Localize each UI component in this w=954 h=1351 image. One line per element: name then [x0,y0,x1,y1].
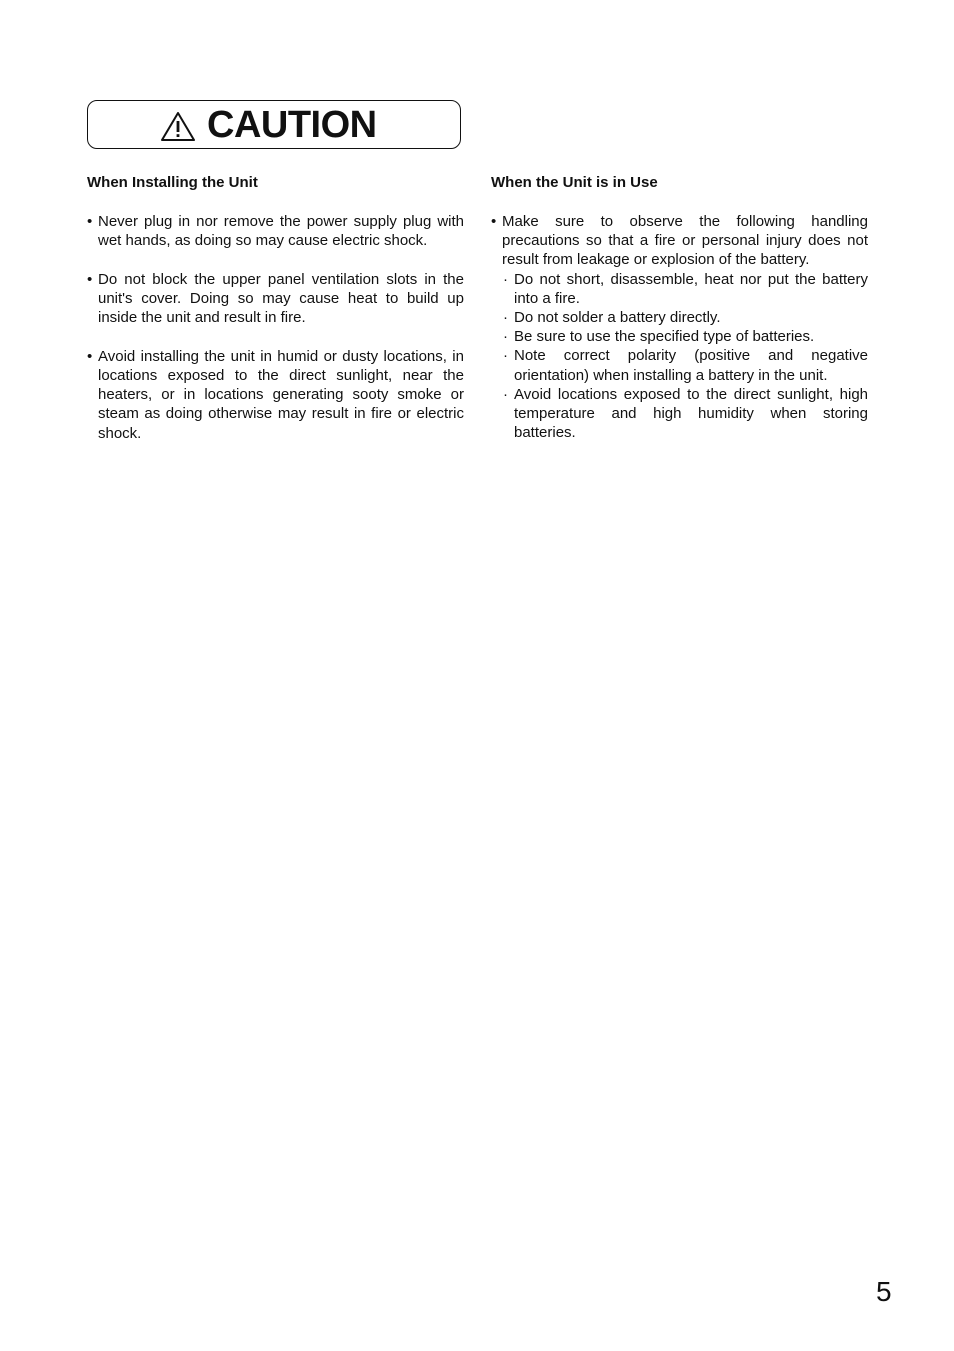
installing-bullet-3 [87,347,464,443]
in-use-section [491,173,868,442]
bullet-text: • Never plug in nor remove the power supply plug with wet hands, as doing so may cause electric shock. [98,213,464,250]
list-item: · Avoid locations exposed to the direct sunlight, high temperature and high humidity when storing batteries. [502,385,868,443]
list-item: · Note correct polarity (positive and negative orientation) when installing a battery in the unit. [502,346,868,384]
bullet-text: • Do not block the upper panel ventilation slots in the unit's cover. Doing so may cause heat to build up inside the unit and result in fire. [98,270,464,327]
in-use-heading: When the Unit is in Use [491,174,658,191]
bullet-text: • Make sure to observe the following handling precautions so that a fire or personal injury does not result from leakage or explosion of the battery. [502,213,868,269]
bullet-text: • Avoid installing the unit in humid or dusty locations, in locations exposed to the direct sunlight, near the heaters, or in locations generating sooty smoke or steam as doing otherwise may result in fire or electric shock. [98,347,464,442]
battery-precautions-list [502,270,868,443]
installing-section [87,173,464,462]
installing-bullet-1 [87,212,464,250]
list-item: · Do not solder a battery directly. [502,308,868,327]
caution-banner [87,100,461,149]
installing-heading: When Installing the Unit [87,174,258,191]
warning-triangle-icon [160,111,196,142]
installing-bullet-2 [87,270,464,328]
list-item: · Be sure to use the specified type of batteries. [502,327,868,346]
in-use-bullet [491,212,868,442]
caution-title: CAUTION [207,104,377,146]
page-number: 5 [876,1276,892,1307]
list-item: · Do not short, disassemble, heat nor put the battery into a fire. [502,270,868,308]
